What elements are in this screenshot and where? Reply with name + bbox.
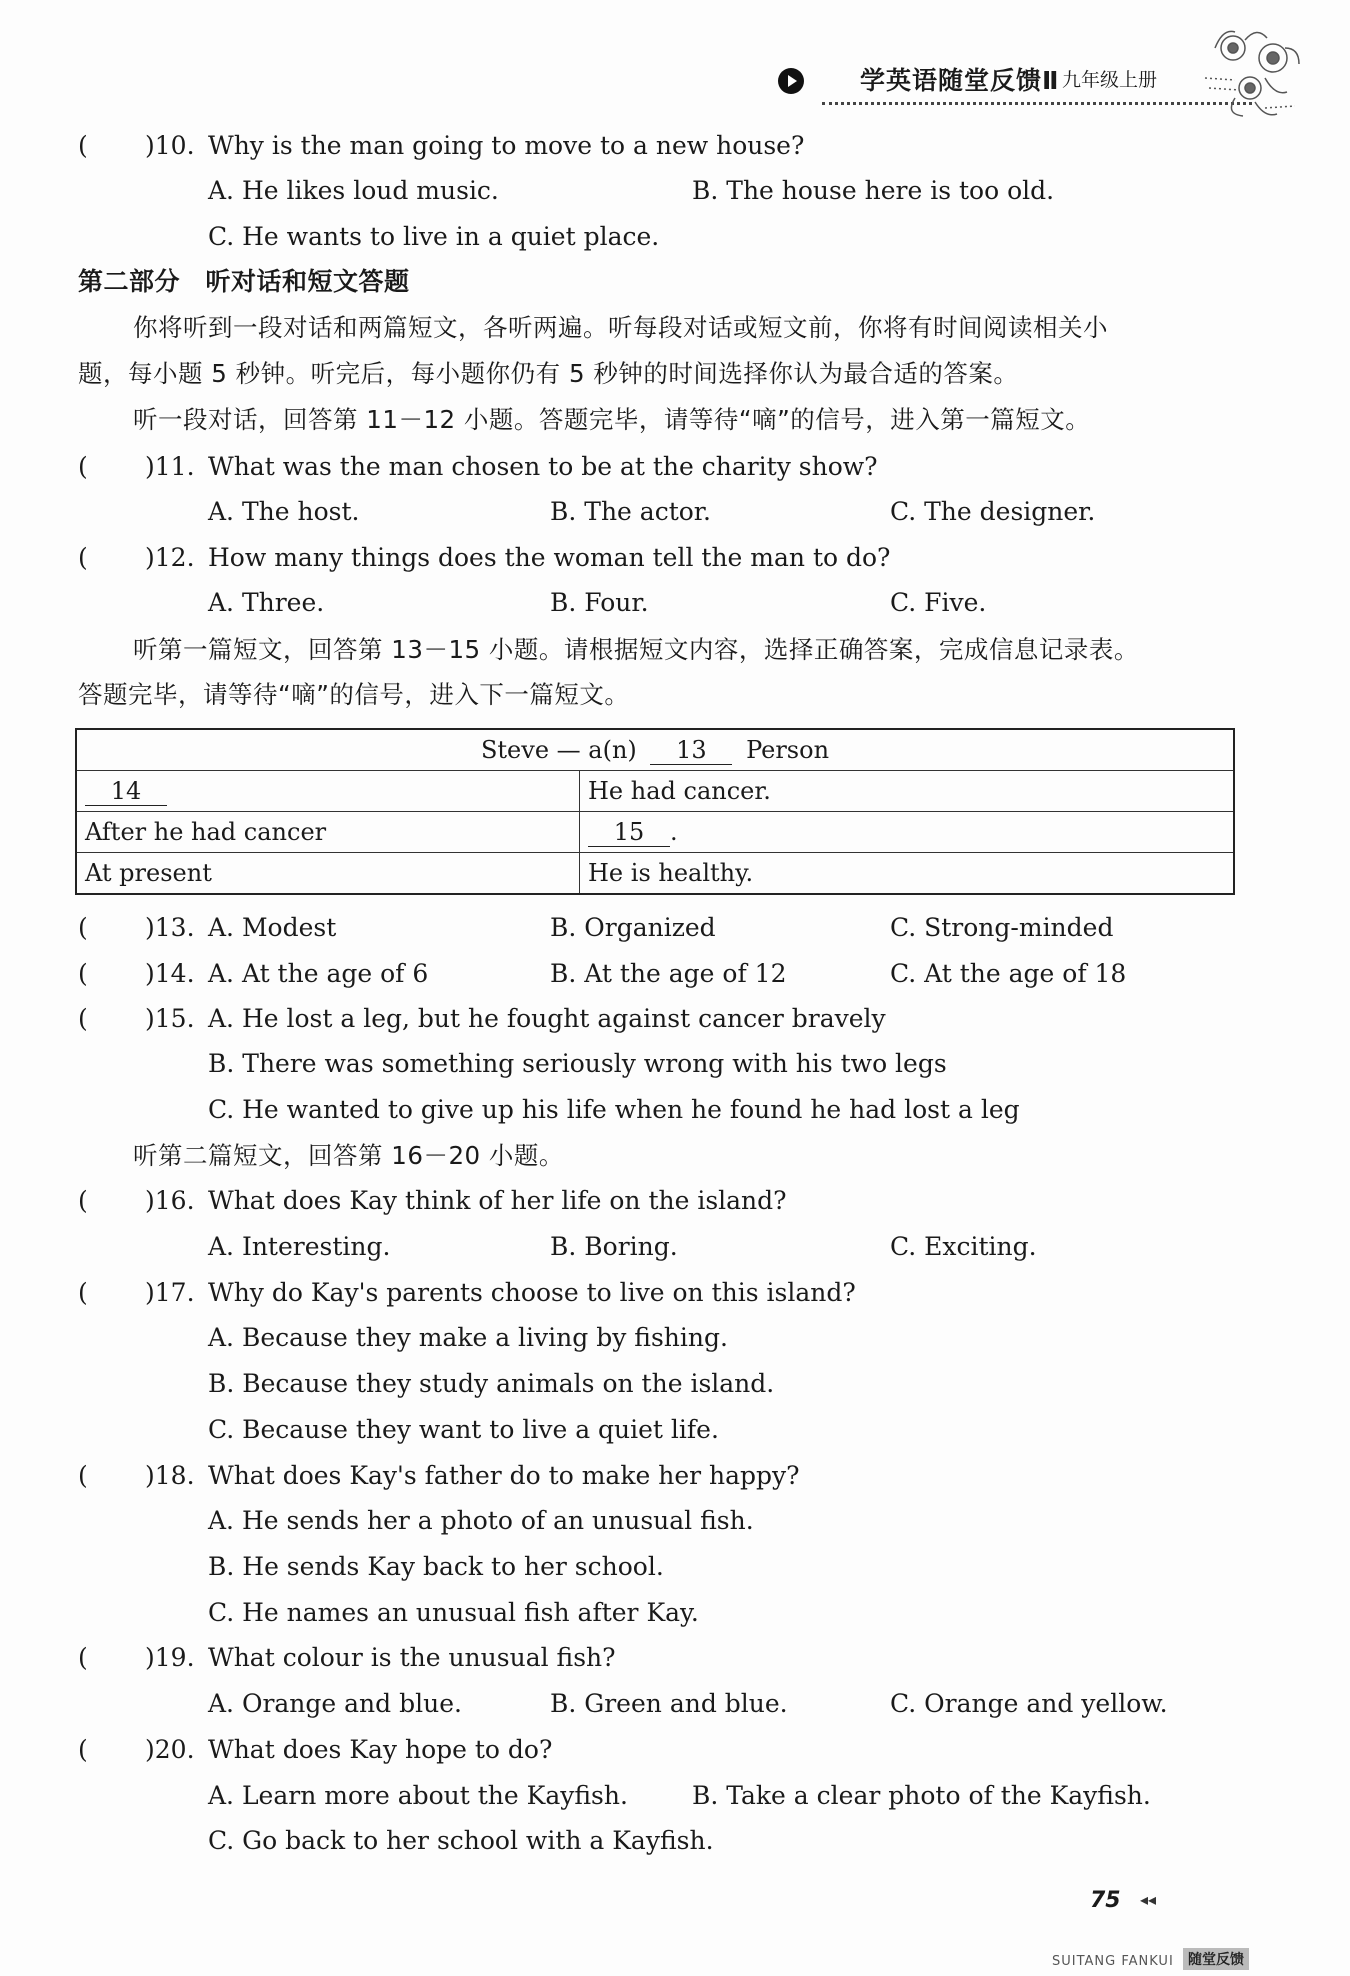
instruction-line: 听第二篇短文，回答第 16－20 小题。	[133, 1141, 564, 1170]
question-text: What does Kay hope to do?	[208, 1735, 553, 1764]
book-subtitle: 九年级上册	[1062, 69, 1158, 91]
instruction-line: 你将听到一段对话和两篇短文，各听两遍。听每段对话或短文前，你将有时间阅读相关小	[133, 313, 1108, 342]
option-b: B. Take a clear photo of the Kayfish.	[692, 1781, 1151, 1810]
table-row	[76, 812, 1234, 853]
period: .	[670, 817, 678, 846]
question-number: )20.	[145, 1735, 195, 1764]
question-number: )10.	[145, 131, 195, 160]
answer-paren: (	[78, 1004, 88, 1033]
question-number: )18.	[145, 1461, 195, 1490]
question-text: Why is the man going to move to a new house?	[208, 131, 805, 160]
option-a: A. Learn more about the Kayfish.	[208, 1781, 628, 1810]
table-cell	[76, 771, 580, 812]
page-number: 75	[1090, 1888, 1121, 1913]
option-a: A. Orange and blue.	[208, 1689, 462, 1718]
instruction-line: 题，每小题 5 秒钟。听完后，每小题你仍有 5 秒钟的时间选择你认为最合适的答案。	[78, 359, 1019, 388]
option-c: C. At the age of 18	[890, 959, 1127, 988]
table-title-row	[76, 729, 1234, 771]
option-a: A. Interesting.	[208, 1232, 391, 1261]
question-text: What was the man chosen to be at the charity show?	[208, 452, 878, 481]
question-text: What colour is the unusual fish?	[208, 1643, 616, 1672]
option-b: B. Boring.	[550, 1232, 678, 1261]
answer-paren: (	[78, 913, 88, 942]
play-icon	[778, 68, 804, 94]
option-b: B. Green and blue.	[550, 1689, 788, 1718]
arrows-icon: ◂◂	[1140, 1890, 1157, 1909]
question-number: )11.	[145, 452, 195, 481]
question-text: What does Kay think of her life on the island?	[208, 1186, 787, 1215]
footer-pinyin: SUITANG FANKUI	[1052, 1954, 1174, 1969]
option-a: A. He sends her a photo of an unusual fish.	[208, 1506, 754, 1535]
question-number: )12.	[145, 543, 195, 572]
question-number: )15.	[145, 1004, 195, 1033]
option-c: C. Orange and yellow.	[890, 1689, 1168, 1718]
answer-paren: (	[78, 543, 88, 572]
option-b: B. There was something seriously wrong with his two legs	[208, 1049, 947, 1078]
option-b: B. Organized	[550, 913, 716, 942]
table-cell: After he had cancer	[76, 812, 580, 853]
option-c: C. He names an unusual fish after Kay.	[208, 1598, 699, 1627]
answer-paren: (	[78, 131, 88, 160]
table-row	[76, 853, 1234, 895]
question-number: )13.	[145, 913, 195, 942]
option-b: B. Four.	[550, 588, 649, 617]
option-c: C. Go back to her school with a Kayfish.	[208, 1826, 714, 1855]
table-row	[76, 771, 1234, 812]
question-number: )19.	[145, 1643, 195, 1672]
answer-paren: (	[78, 452, 88, 481]
footer-label: 随堂反馈	[1183, 1948, 1249, 1970]
question-text: How many things does the woman tell the man to do?	[208, 543, 891, 572]
option-a: A. He likes loud music.	[208, 176, 499, 205]
answer-paren: (	[78, 959, 88, 988]
option-b: B. He sends Kay back to her school.	[208, 1552, 664, 1581]
option-a: A. Modest	[208, 913, 337, 942]
instruction-line: 答题完毕，请等待“嘀”的信号，进入下一篇短文。	[78, 680, 630, 709]
question-text: What does Kay's father do to make her happy?	[208, 1461, 800, 1490]
blank-15: 15	[588, 818, 670, 847]
blank-14: 14	[85, 777, 167, 806]
table-cell: He is healthy.	[580, 853, 1235, 895]
answer-paren: (	[78, 1461, 88, 1490]
option-b: B. The house here is too old.	[692, 176, 1055, 205]
option-a: A. The host.	[208, 497, 360, 526]
option-c: C. He wanted to give up his life when he found he had lost a leg	[208, 1095, 1020, 1124]
table-cell: At present	[76, 853, 580, 895]
table-title-suffix: Person	[746, 735, 830, 764]
section-title: 第二部分 听对话和短文答题	[78, 267, 410, 296]
answer-paren: (	[78, 1643, 88, 1672]
option-c: C. He wants to live in a quiet place.	[208, 222, 660, 251]
option-c: C. Five.	[890, 588, 987, 617]
option-c: C. The designer.	[890, 497, 1096, 526]
option-a: A. He lost a leg, but he fought against cancer bravely	[208, 1004, 886, 1033]
option-b: B. At the age of 12	[550, 959, 787, 988]
answer-paren: (	[78, 1735, 88, 1764]
instruction-line: 听第一篇短文，回答第 13－15 小题。请根据短文内容，选择正确答案，完成信息记录表。	[133, 635, 1139, 664]
info-record-table	[75, 728, 1235, 895]
option-a: A. At the age of 6	[208, 959, 429, 988]
question-text: Why do Kay's parents choose to live on this island?	[208, 1278, 856, 1307]
blank-13: 13	[650, 736, 732, 765]
option-b: B. The actor.	[550, 497, 711, 526]
option-a: A. Because they make a living by fishing.	[208, 1323, 728, 1352]
option-c: C. Strong-minded	[890, 913, 1114, 942]
option-c: C. Exciting.	[890, 1232, 1037, 1261]
option-c: C. Because they want to live a quiet life.	[208, 1415, 719, 1444]
table-cell	[580, 812, 1235, 853]
header-dotted-rule	[822, 102, 1252, 105]
question-number: )14.	[145, 959, 195, 988]
answer-paren: (	[78, 1278, 88, 1307]
table-title-prefix: Steve — a(n)	[480, 735, 637, 764]
question-number: )17.	[145, 1278, 195, 1307]
table-title-cell	[76, 729, 1234, 771]
flower-decoration-icon	[1195, 18, 1315, 128]
question-number: )16.	[145, 1186, 195, 1215]
answer-paren: (	[78, 1186, 88, 1215]
option-b: B. Because they study animals on the island.	[208, 1369, 775, 1398]
option-a: A. Three.	[208, 588, 325, 617]
instruction-line: 听一段对话，回答第 11－12 小题。答题完毕，请等待“嘀”的信号，进入第一篇短文。	[133, 405, 1091, 434]
table-cell: He had cancer.	[580, 771, 1235, 812]
book-title: 学英语随堂反馈Ⅱ	[860, 66, 1060, 95]
